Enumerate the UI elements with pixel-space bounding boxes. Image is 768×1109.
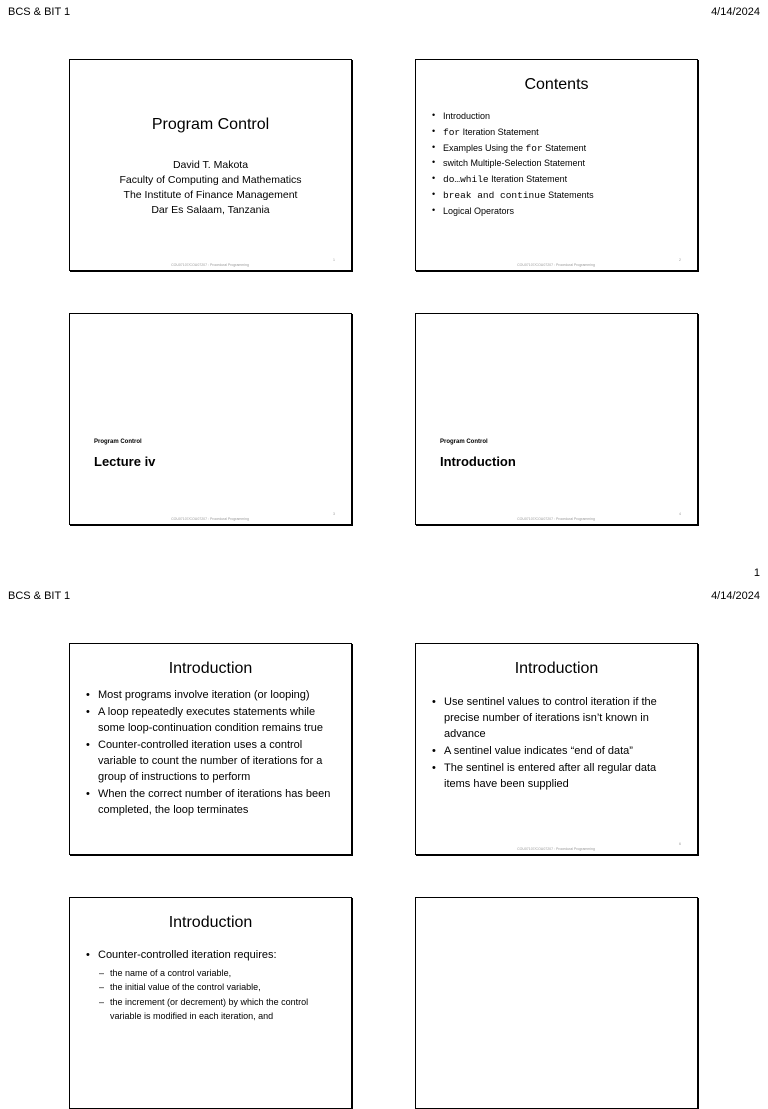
bullet-item: • Use sentinel values to control iteration if the precise number of iterations isn’t known in advance: [432, 695, 683, 742]
slide-4: [415, 313, 698, 525]
slide-number: 4: [679, 512, 681, 516]
bullet-item: • A sentinel value indicates “end of data”: [432, 744, 683, 760]
contents-text: Examples Using the: [443, 142, 526, 153]
contents-list: [432, 110, 594, 221]
code-keyword: continue: [500, 189, 546, 201]
author-block: [70, 158, 351, 218]
contents-item: [432, 205, 594, 221]
slide-number: 6: [679, 842, 681, 846]
slide-footer: COU07107/COU07207 : Procedural Programming: [171, 262, 249, 267]
contents-item: [432, 189, 594, 205]
contents-item: [432, 126, 594, 142]
institute-line: The Institute of Finance Management: [123, 189, 298, 201]
sub-item: – the name of a control variable,: [98, 966, 337, 981]
slide-number: 1: [333, 258, 335, 262]
contents-item: [432, 110, 594, 126]
slide-3: [69, 313, 352, 525]
contents-item: [432, 157, 594, 173]
code-keyword: and: [471, 189, 501, 201]
slide-number: 3: [333, 512, 335, 516]
bullet-item: • Counter-controlled iteration uses a control variable to count the number of iterations for a group of instructions to perform: [86, 738, 337, 785]
slide-title: Program Control: [151, 116, 270, 133]
contents-text: Iteration Statement: [460, 126, 539, 137]
page-header-left: BCS & BIT 1: [8, 590, 71, 602]
page-header-left: BCS & BIT 1: [8, 6, 71, 18]
slide-title: Contents: [524, 76, 589, 93]
bullet-item: [86, 948, 337, 1024]
bullet-list: [86, 948, 337, 1025]
slide-title: Introduction: [168, 914, 253, 931]
slide-footer: COU07107/COU07207 : Procedural Programming: [517, 516, 595, 521]
section-label: Program Control: [94, 439, 142, 445]
contents-item: [432, 173, 594, 189]
location-line: Dar Es Salaam, Tanzania: [151, 204, 270, 216]
slide-1: [69, 59, 352, 271]
contents-text: Logical Operators: [443, 205, 515, 216]
code-keyword: for: [525, 142, 543, 154]
bullet-list: [432, 695, 683, 794]
slide-7: [69, 897, 352, 1109]
faculty-line: Faculty of Computing and Mathematics: [119, 174, 302, 186]
bullet-item: • The sentinel is entered after all regular data items have been supplied: [432, 761, 683, 793]
bullet-item: • When the correct number of iterations has been completed, the loop terminates: [86, 787, 337, 819]
contents-item: [432, 142, 594, 158]
page-header-date: 4/14/2024: [711, 590, 760, 602]
bullet-item: • Most programs involve iteration (or looping): [86, 688, 337, 704]
sub-item: – the initial value of the control variable,: [98, 980, 337, 995]
slide-number: 2: [679, 258, 681, 262]
slide-6: [415, 643, 698, 855]
code-keyword: break: [443, 189, 472, 201]
section-heading: Lecture iv: [94, 454, 156, 469]
contents-text: Introduction: [443, 111, 491, 121]
contents-text: Statements: [545, 189, 594, 200]
bullet-list: [86, 688, 337, 820]
slide-title: Introduction: [168, 660, 253, 677]
slide-8: [415, 897, 698, 1109]
contents-text: switch Multiple-Selection Statement: [443, 158, 586, 169]
bullet-item: • A loop repeatedly executes statements while some loop-continuation condition remains true: [86, 705, 337, 737]
sub-list: [98, 966, 337, 1024]
contents-text: Statement: [542, 142, 587, 153]
author-name: David T. Makota: [172, 159, 249, 171]
contents-text: Iteration Statement: [488, 174, 568, 185]
slide-footer: COU07107/COU07207 : Procedural Programming: [517, 262, 595, 267]
page-header-date: 4/14/2024: [711, 6, 760, 18]
section-label: Program Control: [440, 439, 488, 445]
section-heading: Introduction: [440, 454, 516, 469]
slide-title: Introduction: [514, 660, 599, 677]
sub-item: – the increment (or decrement) by which the control variable is modified in each iteration, and: [98, 995, 337, 1024]
bullet-text: Counter-controlled iteration requires:: [98, 949, 277, 961]
slide-2: [415, 59, 698, 271]
code-keyword: for: [443, 126, 461, 138]
slide-footer: COU07107/COU07207 : Procedural Programming: [171, 516, 249, 521]
slide-footer: COU07107/COU07207 : Procedural Programming: [517, 846, 595, 851]
slide-5: [69, 643, 352, 855]
page-number: 1: [753, 567, 760, 579]
code-keyword: do…while: [443, 174, 489, 186]
